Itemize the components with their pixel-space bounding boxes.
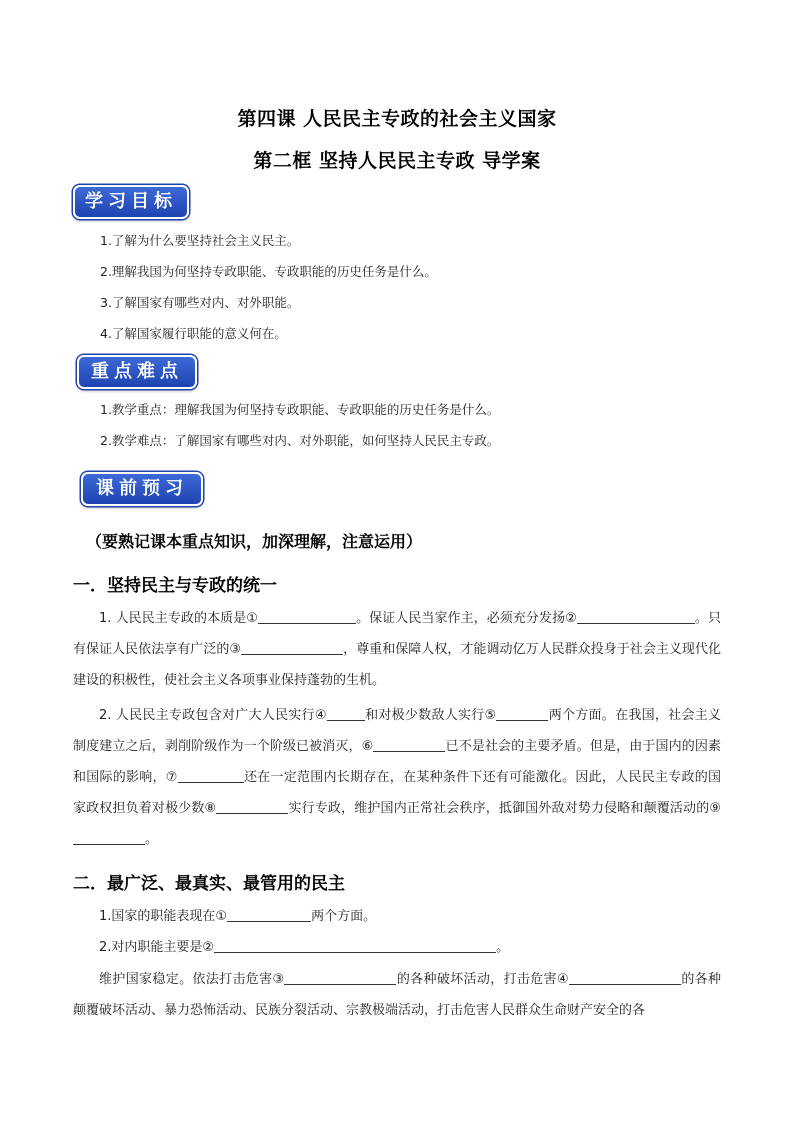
blank-line (241, 639, 343, 655)
paragraph-5: 维护国家稳定。依法打击危害③ 的各种破坏活动，打击危害④ 的各种颠覆破坏活动、暴力恐怖活动、民族分裂活动、宗教极端活动，打击危害人民群众生命财产安全的各 (73, 964, 721, 1026)
blank-line (73, 829, 145, 845)
objective-item: 3.了解国家有哪些对内、对外职能。 (100, 295, 300, 310)
section-heading: 二．最广泛、最真实、最管用的民主 (73, 874, 345, 894)
paragraph-4: 2.对内职能主要是② 。 (73, 932, 721, 963)
objective-item: 2.理解我国为何坚持专政职能、专政职能的历史任务是什么。 (100, 264, 437, 279)
blank-line (178, 767, 244, 783)
blank-line (577, 608, 695, 624)
objective-item: 1.了解为什么要坚持社会主义民主。 (100, 233, 300, 248)
key-points-badge: 重点难点 (77, 355, 197, 389)
paragraph-1: 1. 人民民主专政的本质是① 。保证人民当家作主，必须充分发扬② 。只有保证人民依法享有广泛的③ ，尊重和保障人权，才能调动亿万人民群众投身于社会主义现代化建设的积极性，使社会主义各项事业保持蓬勃的生机。 (73, 603, 721, 696)
paragraph-3: 1.国家的职能表现在① 两个方面。 (73, 901, 721, 932)
objective-item: 4.了解国家履行职能的意义何在。 (100, 326, 287, 341)
section-title: 第二框 坚持人民民主专政 导学案 (253, 150, 541, 172)
section-heading: 一．坚持民主与专政的统一 (73, 576, 277, 596)
blank-line (496, 705, 548, 721)
key-point-item: 1.教学重点：理解我国为何坚持专政职能、专政职能的历史任务是什么。 (100, 402, 500, 417)
blank-line (569, 969, 681, 985)
blank-line (258, 608, 356, 624)
blank-line (227, 906, 311, 922)
preview-badge: 课前预习 (81, 472, 203, 506)
blank-line (373, 736, 445, 752)
blank-line (216, 798, 288, 814)
lesson-title: 第四课 人民民主专政的社会主义国家 (237, 108, 557, 130)
preview-note: （要熟记课本重点知识，加深理解，注意运用） (86, 532, 423, 551)
blank-line (214, 937, 496, 953)
paragraph-2: 2. 人民民主专政包含对广大人民实行④ 和对极少数敌人实行⑤ 两个方面。在我国，社会主义制度建立之后，剥削阶级作为一个阶级已被消灭，⑥ 已不是社会的主要矛盾。但是，由于国内的因素和国际的影响，⑦ 还在一定范围内长期存在，在某种条件下还有可能激化。因此，人民民主专政的国家政权担负着对极少数⑧ 实行专政，维护国内正常社会秩序，抵御国外敌对势力侵略和颠覆活动的⑨。 (73, 700, 721, 855)
key-point-item: 2.教学难点：了解国家有哪些对内、对外职能，如何坚持人民民主专政。 (100, 433, 500, 448)
blank-line (327, 705, 365, 721)
blank-line (284, 969, 396, 985)
objectives-badge: 学习目标 (73, 185, 189, 219)
